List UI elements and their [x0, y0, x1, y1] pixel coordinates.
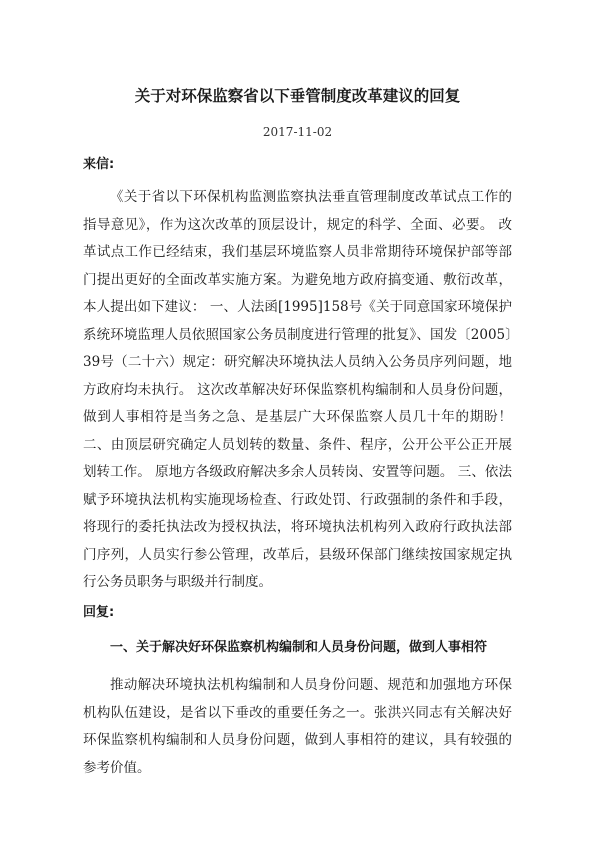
publish-date: 2017-11-02 — [262, 125, 333, 139]
letter-body: 《关于省以下环保机构监测监察执法垂直管理制度改革试点工作的指导意见》，作为这次改革的顶层设计，规定的科学、全面、必要。 改革试点工作已经结束，我们基层环境监察人员非常期待环境保护部等部门提出更好的全面改革实施方案。为避免地方政府搞变通、敷衍改革，本人提出如下建议： 一、人法函[1995]158号《关于同意国家环境保护系统环境监理人员依照国家公务员制度进行管理的批复》、国发〔2005〕39号（二十六）规定：研究解决环境执法人员纳入公务员序列问题，地方政府均未执行。 这次改革解决好环保监察机构编制和人员身份问题，做到人事相符是当务之急、是基层广大环保监察人员几十年的期盼！ 二、由顶层研究确定人员划转的数量、条件、程序，公开公平公正开展划转工作。 原地方各级政府解决多余人员转岗、安置等问题。 三、依法赋予环境执法机构实施现场检查、行政处罚、行政强制的条件和手段，将现行的委托执法改为授权执法，将环境执法机构列入政府行政执法部门序列，人员实行参公管理，改革后，县级环保部门继续按国家规定执行公务员职务与职级并行制度。 — [83, 189, 512, 590]
reply-body: 推动解决环境执法机构编制和人员身份问题、规范和加强地方环保机构队伍建设，是省以下垂改的重要任务之一。张洪兴同志有关解决好环保监察机构编制和人员身份问题，做到人事相符的建议，具有较强的参考价值。 — [83, 677, 512, 776]
reply-section-one-heading: 一、关于解决好环保监察机构编制和人员身份问题，做到人事相符 — [110, 640, 488, 655]
letter-heading: 来信: — [83, 157, 115, 172]
document-title: 关于对环保监察省以下垂管制度改革建议的回复 — [134, 87, 461, 105]
reply-heading: 回复: — [83, 605, 115, 620]
